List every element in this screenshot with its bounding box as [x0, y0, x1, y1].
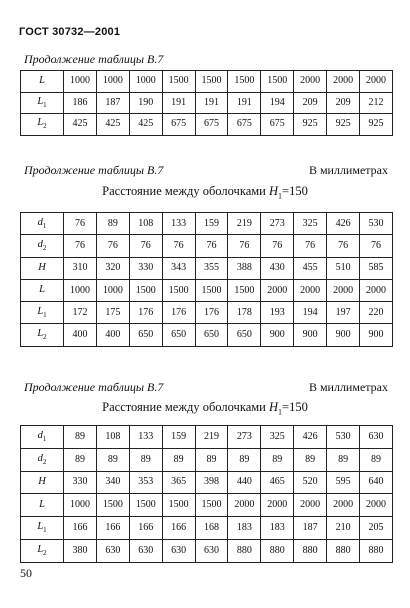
table-cell: 650 [228, 324, 261, 346]
table-cell: 880 [228, 539, 261, 562]
row-label [21, 213, 64, 235]
table-cell: 425 [96, 114, 129, 136]
table-cell: 1000 [96, 279, 129, 301]
row-label-subscript: 1 [42, 434, 47, 443]
row-label-symbol: L [37, 95, 44, 107]
table-body [21, 426, 393, 563]
table-cell: 191 [228, 92, 261, 114]
subtitle-variable: H [269, 400, 279, 414]
row-label-symbol: L [37, 117, 44, 129]
table-cell: 159 [195, 213, 228, 235]
table-cell: 194 [294, 302, 327, 324]
row-label [21, 324, 64, 346]
table-cell: 209 [327, 92, 360, 114]
row-label-subscript: 1 [43, 310, 47, 319]
table-cell: 320 [96, 257, 129, 279]
table-cell: 425 [129, 114, 162, 136]
table-cell: 640 [360, 471, 393, 494]
table-cell: 168 [195, 517, 228, 540]
table-row [21, 448, 393, 471]
table-cell: 2000 [327, 494, 360, 517]
table-cell: 89 [228, 448, 261, 471]
table-cell: 197 [327, 302, 360, 324]
table-cell: 325 [294, 213, 327, 235]
row-label [21, 92, 64, 114]
table-cell: 595 [327, 471, 360, 494]
table-cell: 176 [195, 302, 228, 324]
table-cell: 178 [228, 302, 261, 324]
table-cell: 440 [228, 471, 261, 494]
table-cell: 89 [162, 448, 195, 471]
table-subtitle-2 [0, 184, 410, 201]
table-cell: 159 [162, 426, 195, 449]
table-cell: 1000 [96, 71, 129, 93]
table-cell: 2000 [294, 494, 327, 517]
table-cell: 630 [195, 539, 228, 562]
table-cell: 89 [360, 448, 393, 471]
table-cell: 650 [162, 324, 195, 346]
table-row [21, 539, 393, 562]
row-label-symbol: d [37, 216, 43, 228]
table-cell: 1500 [195, 279, 228, 301]
table-cell: 210 [327, 517, 360, 540]
table-cell: 880 [327, 539, 360, 562]
table-cell: 1000 [64, 279, 97, 301]
table-cell: 1500 [228, 279, 261, 301]
table-cell: 2000 [360, 71, 393, 93]
table-cell: 166 [162, 517, 195, 540]
table-cell: 1500 [162, 279, 195, 301]
table-cell: 925 [327, 114, 360, 136]
table-cell: 89 [64, 426, 97, 449]
table-cell: 76 [64, 213, 97, 235]
table-cell: 650 [195, 324, 228, 346]
table-cell: 400 [96, 324, 129, 346]
table-cell: 133 [129, 426, 162, 449]
table-row [21, 213, 393, 235]
table-cell: 630 [129, 539, 162, 562]
table-cell: 2000 [294, 279, 327, 301]
row-label [21, 494, 64, 517]
table-cell: 183 [228, 517, 261, 540]
table-row [21, 324, 393, 346]
table-cell: 900 [327, 324, 360, 346]
table-cell: 176 [129, 302, 162, 324]
row-label-symbol: L [37, 328, 44, 340]
table-cell: 89 [261, 448, 294, 471]
table-cell: 388 [228, 257, 261, 279]
table-cell: 900 [294, 324, 327, 346]
table-cell: 89 [96, 448, 129, 471]
row-label [21, 279, 64, 301]
row-label-subscript: 1 [42, 221, 47, 230]
table-cell: 76 [261, 235, 294, 257]
row-label-subscript: 2 [43, 548, 47, 557]
subtitle-text: Расстояние между оболочками [102, 184, 269, 198]
table-cell: 191 [162, 92, 195, 114]
row-label [21, 302, 64, 324]
row-label-symbol: H [38, 476, 46, 488]
table-cell: 76 [228, 235, 261, 257]
row-label-subscript: 2 [43, 122, 47, 131]
table-cell: 205 [360, 517, 393, 540]
row-label [21, 471, 64, 494]
subtitle-subscript: 1 [278, 407, 283, 417]
table-cell: 108 [96, 426, 129, 449]
table-caption-2: Продолжение таблицы В.7 [24, 163, 164, 177]
table-cell: 1500 [162, 494, 195, 517]
table-cell: 219 [228, 213, 261, 235]
table-cell: 925 [294, 114, 327, 136]
table-cell: 325 [261, 426, 294, 449]
row-label-symbol: d [37, 452, 43, 464]
table-cell: 650 [129, 324, 162, 346]
table-cell: 1500 [195, 494, 228, 517]
subtitle-value: =150 [282, 184, 308, 198]
table-cell: 455 [294, 257, 327, 279]
table-cell: 89 [195, 448, 228, 471]
table-cell: 880 [360, 539, 393, 562]
table-cell: 2000 [327, 71, 360, 93]
row-label-symbol: L [39, 75, 45, 86]
table-subtitle-3 [0, 400, 410, 417]
row-label-subscript: 1 [43, 526, 47, 535]
table-cell: 1000 [129, 71, 162, 93]
table-cell: 520 [294, 471, 327, 494]
table-cell: 219 [195, 426, 228, 449]
table-cell: 191 [195, 92, 228, 114]
table-cell: 365 [162, 471, 195, 494]
table-cell: 166 [96, 517, 129, 540]
row-label-symbol: L [39, 499, 45, 511]
table-cell: 1500 [129, 279, 162, 301]
subtitle-variable: H [269, 184, 279, 198]
row-label [21, 235, 64, 257]
data-table-2 [20, 212, 393, 347]
table-cell: 630 [360, 426, 393, 449]
subtitle-text: Расстояние между оболочками [102, 400, 269, 414]
table-cell: 76 [294, 235, 327, 257]
table-cell: 426 [327, 213, 360, 235]
table-cell: 166 [64, 517, 97, 540]
subtitle-subscript: 1 [278, 191, 283, 201]
table-body [21, 213, 393, 347]
units-label-2: В миллиметрах [308, 163, 388, 177]
table-cell: 340 [96, 471, 129, 494]
data-table-1 [20, 70, 393, 136]
table-row [21, 235, 393, 257]
table-caption-3: Продолжение таблицы В.7 [24, 380, 164, 394]
table-cell: 530 [327, 426, 360, 449]
row-label [21, 114, 64, 136]
table-cell: 310 [64, 257, 97, 279]
row-label-symbol: d [37, 429, 43, 441]
row-label [21, 71, 64, 93]
row-label-symbol: L [37, 543, 44, 555]
table-cell: 398 [195, 471, 228, 494]
table-cell: 1500 [162, 71, 195, 93]
table-cell: 880 [261, 539, 294, 562]
table-cell: 89 [129, 448, 162, 471]
table-cell: 355 [195, 257, 228, 279]
table-cell: 220 [360, 302, 393, 324]
table-cell: 89 [294, 448, 327, 471]
table-cell: 630 [162, 539, 195, 562]
table-row [21, 92, 393, 114]
table-cell: 1500 [261, 71, 294, 93]
table-cell: 353 [129, 471, 162, 494]
table-cell: 166 [129, 517, 162, 540]
table-row [21, 517, 393, 540]
table-cell: 1500 [129, 494, 162, 517]
table-row [21, 426, 393, 449]
data-table-3 [20, 425, 393, 563]
table-row [21, 471, 393, 494]
row-label-symbol: d [37, 238, 43, 250]
table-cell: 2000 [228, 494, 261, 517]
table-cell: 108 [129, 213, 162, 235]
table-row [21, 302, 393, 324]
table-cell: 2000 [261, 279, 294, 301]
table-cell: 880 [294, 539, 327, 562]
table-cell: 273 [261, 213, 294, 235]
table-cell: 2000 [294, 71, 327, 93]
row-label-subscript: 2 [42, 457, 47, 466]
table-row [21, 71, 393, 93]
table-cell: 183 [261, 517, 294, 540]
table-cell: 187 [294, 517, 327, 540]
table-cell: 194 [261, 92, 294, 114]
table-cell: 175 [96, 302, 129, 324]
row-label [21, 426, 64, 449]
table-cell: 76 [327, 235, 360, 257]
table-cell: 2000 [360, 494, 393, 517]
table-cell: 273 [228, 426, 261, 449]
table-cell: 193 [261, 302, 294, 324]
row-label-subscript: 2 [43, 333, 47, 342]
table-cell: 675 [195, 114, 228, 136]
table-cell: 76 [195, 235, 228, 257]
row-label-subscript: 2 [42, 243, 47, 252]
table-cell: 1500 [228, 71, 261, 93]
row-label-symbol: H [38, 261, 46, 273]
table-cell: 330 [129, 257, 162, 279]
table-cell: 76 [360, 235, 393, 257]
row-label [21, 539, 64, 562]
table-row [21, 257, 393, 279]
table-cell: 900 [360, 324, 393, 346]
table-cell: 925 [360, 114, 393, 136]
table-cell: 630 [96, 539, 129, 562]
table-caption-1: Продолжение таблицы В.7 [24, 52, 164, 66]
table-cell: 400 [64, 324, 97, 346]
row-label-symbol: L [37, 305, 44, 317]
table-cell: 430 [261, 257, 294, 279]
table-cell: 1000 [64, 71, 97, 93]
table-cell: 89 [96, 213, 129, 235]
table-cell: 675 [261, 114, 294, 136]
table-cell: 209 [294, 92, 327, 114]
table-cell: 2000 [327, 279, 360, 301]
table-cell: 76 [96, 235, 129, 257]
table-cell: 380 [64, 539, 97, 562]
row-label [21, 257, 64, 279]
table-cell: 89 [327, 448, 360, 471]
table-cell: 330 [64, 471, 97, 494]
table-cell: 2000 [261, 494, 294, 517]
units-label-3: В миллиметрах [308, 380, 388, 394]
table-cell: 212 [360, 92, 393, 114]
table-cell: 1500 [96, 494, 129, 517]
row-label-symbol: L [37, 521, 44, 533]
table-cell: 675 [228, 114, 261, 136]
table-cell: 426 [294, 426, 327, 449]
table-cell: 900 [261, 324, 294, 346]
row-label [21, 517, 64, 540]
table-cell: 585 [360, 257, 393, 279]
table-cell: 343 [162, 257, 195, 279]
table-cell: 530 [360, 213, 393, 235]
page-number: 50 [20, 566, 32, 580]
table-cell: 1500 [195, 71, 228, 93]
table-cell: 510 [327, 257, 360, 279]
subtitle-value: =150 [282, 400, 308, 414]
row-label [21, 448, 64, 471]
document-header: ГОСТ 30732—2001 [19, 26, 121, 38]
table-cell: 133 [162, 213, 195, 235]
table-cell: 176 [162, 302, 195, 324]
table-body [21, 71, 393, 136]
table-row [21, 114, 393, 136]
table-cell: 675 [162, 114, 195, 136]
row-label-symbol: L [39, 284, 45, 296]
table-cell: 465 [261, 471, 294, 494]
table-row [21, 279, 393, 301]
row-label-subscript: 1 [43, 100, 47, 109]
table-cell: 76 [162, 235, 195, 257]
table-cell: 89 [64, 448, 97, 471]
table-cell: 190 [129, 92, 162, 114]
table-cell: 172 [64, 302, 97, 324]
table-cell: 425 [64, 114, 97, 136]
table-cell: 187 [96, 92, 129, 114]
table-cell: 1000 [64, 494, 97, 517]
table-row [21, 494, 393, 517]
table-cell: 2000 [360, 279, 393, 301]
table-cell: 76 [64, 235, 97, 257]
table-cell: 186 [64, 92, 97, 114]
table-cell: 76 [129, 235, 162, 257]
